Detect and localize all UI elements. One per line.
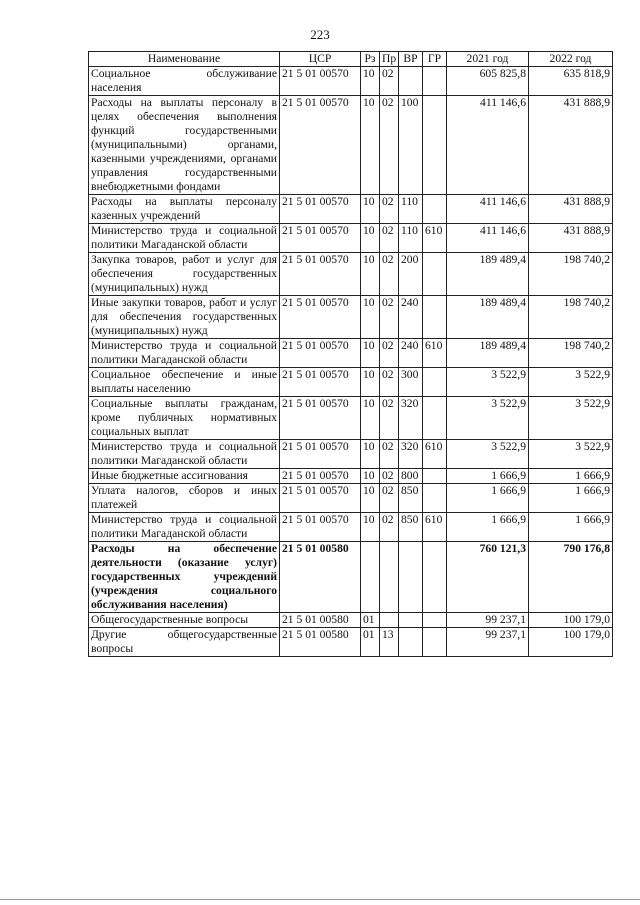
cell-gr [423,67,447,96]
budget-table [88,51,613,657]
table-row [89,67,613,96]
cell-vr [399,628,423,657]
cell-pr: 02 [380,67,399,96]
cell-vr: 800 [399,469,423,484]
cell-csr: 21 5 01 00570 [280,253,361,296]
cell-rz: 10 [361,96,380,195]
bottom-rule [0,899,640,900]
cell-vr [399,613,423,628]
cell-2021: 760 121,3 [447,542,529,613]
cell-2021: 3 522,9 [447,440,529,469]
cell-rz: 10 [361,513,380,542]
cell-gr [423,469,447,484]
cell-pr: 02 [380,224,399,253]
cell-2022: 3 522,9 [529,397,613,440]
cell-vr: 240 [399,339,423,368]
cell-rz: 10 [361,296,380,339]
cell-name: Уплата налогов, сборов и иных платежей [89,484,280,513]
cell-name: Расходы на выплаты персоналу казенных учреждений [89,195,280,224]
cell-gr [423,613,447,628]
cell-name: Социальное обслуживание населения [89,67,280,96]
cell-pr: 02 [380,484,399,513]
cell-2021: 1 666,9 [447,469,529,484]
cell-csr: 21 5 01 00580 [280,613,361,628]
cell-2022: 1 666,9 [529,484,613,513]
table-row [89,542,613,613]
cell-pr: 02 [380,296,399,339]
cell-name: Иные закупки товаров, работ и услуг для обеспечения государственных (муниципальных) нужд [89,296,280,339]
cell-vr [399,542,423,613]
cell-pr [380,542,399,613]
cell-2021: 3 522,9 [447,368,529,397]
cell-2021: 411 146,6 [447,224,529,253]
cell-2022: 198 740,2 [529,253,613,296]
cell-2021: 411 146,6 [447,96,529,195]
cell-vr: 110 [399,195,423,224]
cell-csr: 21 5 01 00570 [280,195,361,224]
cell-rz: 10 [361,368,380,397]
cell-rz [361,542,380,613]
cell-2021: 99 237,1 [447,613,529,628]
cell-gr [423,628,447,657]
cell-2022: 100 179,0 [529,613,613,628]
cell-2022: 3 522,9 [529,368,613,397]
cell-2022: 3 522,9 [529,440,613,469]
cell-gr: 610 [423,339,447,368]
cell-name: Общегосударственные вопросы [89,613,280,628]
col-header-vr: ВР [399,52,423,67]
col-header-pr: Пр [380,52,399,67]
cell-csr: 21 5 01 00570 [280,296,361,339]
cell-vr: 100 [399,96,423,195]
cell-vr: 200 [399,253,423,296]
cell-csr: 21 5 01 00580 [280,542,361,613]
cell-pr: 02 [380,397,399,440]
cell-name: Закупка товаров, работ и услуг для обеспечения государственных (муниципальных) нужд [89,253,280,296]
cell-name: Другие общегосударственные вопросы [89,628,280,657]
table-row [89,339,613,368]
cell-2022: 431 888,9 [529,96,613,195]
cell-2021: 411 146,6 [447,195,529,224]
cell-csr: 21 5 01 00570 [280,224,361,253]
cell-gr [423,195,447,224]
cell-pr: 02 [380,469,399,484]
cell-csr: 21 5 01 00570 [280,484,361,513]
table-body [89,67,613,657]
table-row [89,397,613,440]
cell-rz: 10 [361,397,380,440]
cell-pr: 02 [380,339,399,368]
cell-rz: 10 [361,484,380,513]
cell-2022: 198 740,2 [529,296,613,339]
table-header-row [89,52,613,67]
cell-gr: 610 [423,224,447,253]
cell-vr [399,67,423,96]
table-row [89,484,613,513]
col-header-rz: Рз [361,52,380,67]
cell-gr: 610 [423,440,447,469]
cell-pr: 02 [380,195,399,224]
cell-pr: 02 [380,253,399,296]
cell-csr: 21 5 01 00570 [280,96,361,195]
table-row [89,513,613,542]
page-number: 223 [310,27,330,42]
table-row [89,440,613,469]
cell-2021: 1 666,9 [447,513,529,542]
cell-gr [423,96,447,195]
cell-vr: 850 [399,513,423,542]
cell-2022: 198 740,2 [529,339,613,368]
cell-gr [423,296,447,339]
cell-2022: 635 818,9 [529,67,613,96]
cell-rz: 10 [361,195,380,224]
cell-csr: 21 5 01 00570 [280,368,361,397]
cell-rz: 10 [361,469,380,484]
cell-name: Министерство труда и социальной политики Магаданской области [89,513,280,542]
cell-2022: 1 666,9 [529,513,613,542]
cell-2022: 790 176,8 [529,542,613,613]
cell-2021: 189 489,4 [447,253,529,296]
col-header-2021: 2021 год [447,52,529,67]
cell-gr: 610 [423,513,447,542]
col-header-csr: ЦСР [280,52,361,67]
cell-vr: 110 [399,224,423,253]
col-header-name: Наименование [89,52,280,67]
cell-2021: 605 825,8 [447,67,529,96]
cell-pr: 02 [380,513,399,542]
cell-csr: 21 5 01 00570 [280,339,361,368]
cell-pr: 13 [380,628,399,657]
cell-rz: 01 [361,628,380,657]
cell-gr [423,397,447,440]
cell-rz: 10 [361,339,380,368]
cell-rz: 10 [361,253,380,296]
cell-2022: 431 888,9 [529,195,613,224]
table-row [89,368,613,397]
cell-name: Министерство труда и социальной политики Магаданской области [89,440,280,469]
cell-vr: 240 [399,296,423,339]
cell-gr [423,253,447,296]
cell-csr: 21 5 01 00570 [280,440,361,469]
cell-name: Расходы на обеспечение деятельности (оказание услуг) государственных учреждений (учреждения социального обслуживания населения) [89,542,280,613]
table-row [89,469,613,484]
cell-2021: 99 237,1 [447,628,529,657]
table-row [89,96,613,195]
table-row [89,613,613,628]
cell-gr [423,542,447,613]
cell-rz: 01 [361,613,380,628]
cell-pr: 02 [380,440,399,469]
cell-rz: 10 [361,440,380,469]
cell-2021: 3 522,9 [447,397,529,440]
cell-vr: 320 [399,397,423,440]
cell-gr [423,368,447,397]
cell-vr: 320 [399,440,423,469]
cell-csr: 21 5 01 00570 [280,67,361,96]
table-row [89,253,613,296]
cell-2021: 189 489,4 [447,296,529,339]
cell-csr: 21 5 01 00570 [280,469,361,484]
table-row [89,628,613,657]
cell-2021: 189 489,4 [447,339,529,368]
cell-pr: 02 [380,96,399,195]
cell-gr [423,484,447,513]
cell-name: Социальное обеспечение и иные выплаты населению [89,368,280,397]
cell-name: Иные бюджетные ассигнования [89,469,280,484]
cell-csr: 21 5 01 00570 [280,397,361,440]
cell-rz: 10 [361,67,380,96]
cell-name: Расходы на выплаты персоналу в целях обеспечения выполнения функций государственными (муниципальными) органами, казенными учреждениями, органами управления государственными внебюджетными фондами [89,96,280,195]
col-header-gr: ГР [423,52,447,67]
cell-name: Социальные выплаты гражданам, кроме публичных нормативных социальных выплат [89,397,280,440]
table-row [89,296,613,339]
cell-2022: 100 179,0 [529,628,613,657]
cell-name: Министерство труда и социальной политики Магаданской области [89,224,280,253]
cell-vr: 850 [399,484,423,513]
cell-rz: 10 [361,224,380,253]
cell-csr: 21 5 01 00580 [280,628,361,657]
cell-2022: 1 666,9 [529,469,613,484]
cell-name: Министерство труда и социальной политики Магаданской области [89,339,280,368]
cell-pr: 02 [380,368,399,397]
col-header-2022: 2022 год [529,52,613,67]
cell-2022: 431 888,9 [529,224,613,253]
cell-vr: 300 [399,368,423,397]
cell-csr: 21 5 01 00570 [280,513,361,542]
cell-pr [380,613,399,628]
table-row [89,195,613,224]
table-row [89,224,613,253]
cell-2021: 1 666,9 [447,484,529,513]
